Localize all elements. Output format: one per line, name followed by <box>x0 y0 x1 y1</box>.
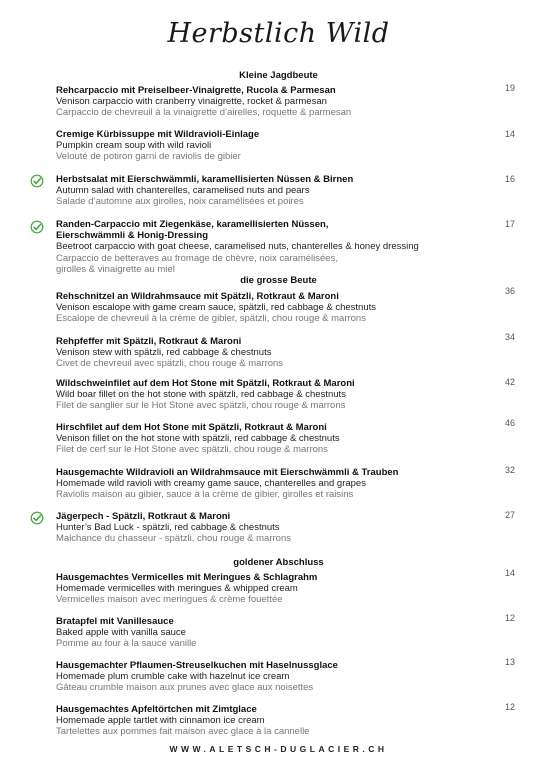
item-name-de: Hirschfilet auf dem Hot Stone mit Spätzli, Rotkraut & Maroni <box>56 422 327 433</box>
item-name-en: Venison carpaccio with cranberry vinaigrette, rocket & parmesan <box>56 96 327 108</box>
check-circle-icon <box>30 220 44 234</box>
check-circle-icon <box>30 174 44 188</box>
item-name-de: Bratapfel mit Vanillesauce <box>56 616 174 627</box>
item-price: 12 <box>505 613 516 623</box>
item-name-en: Pumpkin cream soup with wild ravioli <box>56 140 212 152</box>
item-name-de: Rehpfeffer mit Spätzli, Rotkraut & Maroni <box>56 336 242 347</box>
item-name-en: Venison fillet on the hot stone with spätzli, red cabbage & chestnuts <box>56 433 340 445</box>
item-name-fr: Filet de cerf sur le Hot Stone avec spätzli, chou rouge & marrons <box>56 444 328 456</box>
item-price: 32 <box>505 465 516 475</box>
item-price: 16 <box>505 174 516 184</box>
item-name-fr: Raviolis maison au gibier, sauce à la crème de gibier, girolles et raisins <box>56 489 354 501</box>
item-price: 36 <box>505 286 516 296</box>
item-name-fr: Escalope de chevreuil à la crème de gibier, spätzli, chou rouge & marrons <box>56 313 366 325</box>
item-name-en: Wild boar fillet on the hot stone with spätzli, red cabbage & chestnuts <box>56 389 346 401</box>
menu-item <box>56 572 511 606</box>
item-name-fr: Gâteau crumble maison aux prunes avec glace aux noisettes <box>56 682 314 694</box>
item-name-fr: Carpaccio de betteraves au fromage de chèvre, noix caramélisées, <box>56 252 338 264</box>
menu-item <box>56 219 511 275</box>
item-price: 19 <box>505 83 516 93</box>
item-name-fr: Salade d’automne aux girolles, noix caramélisées et poires <box>56 196 304 208</box>
menu-item <box>56 511 511 545</box>
item-price: 12 <box>505 702 516 712</box>
item-name-de: Rehcarpaccio mit Preiselbeer-Vinaigrette, Rucola & Parmesan <box>56 85 336 96</box>
item-name-en: Beetroot carpaccio with goat cheese, caramelised nuts, chanterelles & honey dressing <box>56 241 419 253</box>
item-name-en: Homemade plum crumble cake with hazelnut ice cream <box>56 671 290 683</box>
item-name-de: Herbstsalat mit Eierschwämmli, karamellisierten Nüssen & Birnen <box>56 174 354 185</box>
item-price: 46 <box>505 418 516 428</box>
item-name-fr: Vermicelles maison avec meringues & crème fouettée <box>56 594 283 606</box>
item-name-en: Homemade vermicelles with meringues & whipped cream <box>56 583 298 595</box>
item-name-de: Wildschweinfilet auf dem Hot Stone mit Spätzli, Rotkraut & Maroni <box>56 378 355 389</box>
menu-item <box>56 174 511 208</box>
item-name-fr: Civet de chevreuil avec spätzli, chou rouge & marrons <box>56 358 284 370</box>
menu-item <box>56 660 511 694</box>
item-name-en: Venison escalope with game cream sauce, spätzli, red cabbage & chestnuts <box>56 302 377 314</box>
item-price: 14 <box>505 568 516 578</box>
item-name-de: Jägerpech - Spätzli, Rotkraut & Maroni <box>56 511 231 522</box>
item-price: 27 <box>505 510 516 520</box>
item-name-fr: Pomme au four à la sauce vanille <box>56 638 197 650</box>
section-heading-desserts: goldener Abschluss <box>233 557 324 568</box>
menu-item <box>56 467 511 501</box>
check-circle-icon <box>30 511 44 525</box>
item-name-en: Autumn salad with chanterelles, caramelised nuts and pears <box>56 185 310 197</box>
item-price: 42 <box>505 377 516 387</box>
item-name-fr: Velouté de potiron garni de raviolis de gibier <box>56 151 241 163</box>
item-name-en: Hunter’s Bad Luck - spätzli, red cabbage & chestnuts <box>56 522 280 534</box>
item-name-fr: Malchance du chasseur - spätzli, chou rouge & marrons <box>56 533 291 545</box>
menu-item <box>56 704 511 738</box>
website-footer: WWW.ALETSCH-DUGLACIER.CH <box>169 744 388 754</box>
menu-item <box>56 129 511 163</box>
item-name-fr: Filet de sanglier sur le Hot Stone avec spätzli, chou rouge & marrons <box>56 400 346 412</box>
section-heading-mains: die grosse Beute <box>240 275 317 286</box>
item-name-de: Randen-Carpaccio mit Ziegenkäse, karamellisierten Nüssen, <box>56 219 329 230</box>
menu-item <box>56 291 511 325</box>
menu-title: Herbstlich Wild <box>167 18 390 49</box>
menu-item <box>56 336 511 370</box>
item-name-de: Hausgemachte Wildravioli an Wildrahmsauce mit Eierschwämmli & Trauben <box>56 467 399 478</box>
item-name-en: Homemade wild ravioli with creamy game sauce, chanterelles and grapes <box>56 478 366 490</box>
item-name-de: Cremige Kürbissuppe mit Wildravioli-Einlage <box>56 129 260 140</box>
item-price: 13 <box>505 657 516 667</box>
item-name-de: Rehschnitzel an Wildrahmsauce mit Spätzli, Rotkraut & Maroni <box>56 291 339 302</box>
item-name-de: Hausgemachtes Vermicelles mit Meringues & Schlagrahm <box>56 572 318 583</box>
menu-item <box>56 85 511 119</box>
item-name-en: Venison stew with spätzli, red cabbage & chestnuts <box>56 347 272 359</box>
item-name-de: Hausgemachtes Apfeltörtchen mit Zimtglace <box>56 704 257 715</box>
item-price: 14 <box>505 129 516 139</box>
menu-item <box>56 616 511 650</box>
item-name-fr: Carpaccio de chevreuil à la vinaigrette d’airelles, roquette & parmesan <box>56 107 352 119</box>
menu-item <box>56 422 511 456</box>
item-name-en: Homemade apple tartlet with cinnamon ice cream <box>56 715 265 727</box>
section-heading-starters: Kleine Jagdbeute <box>239 70 318 81</box>
item-price: 34 <box>505 332 516 342</box>
item-name-en: Baked apple with vanilla sauce <box>56 627 186 639</box>
menu-item <box>56 378 511 412</box>
item-name-fr-continued: girolles & vinaigrette au miel <box>56 263 175 275</box>
item-price: 17 <box>505 219 516 229</box>
item-name-de: Hausgemachter Pflaumen-Streuselkuchen mit Haselnussglace <box>56 660 338 671</box>
item-name-de-continued: Eierschwämmli & Honig-Dressing <box>56 230 209 242</box>
item-name-fr: Tartelettes aux pommes fait maison avec glace à la cannelle <box>56 726 310 738</box>
